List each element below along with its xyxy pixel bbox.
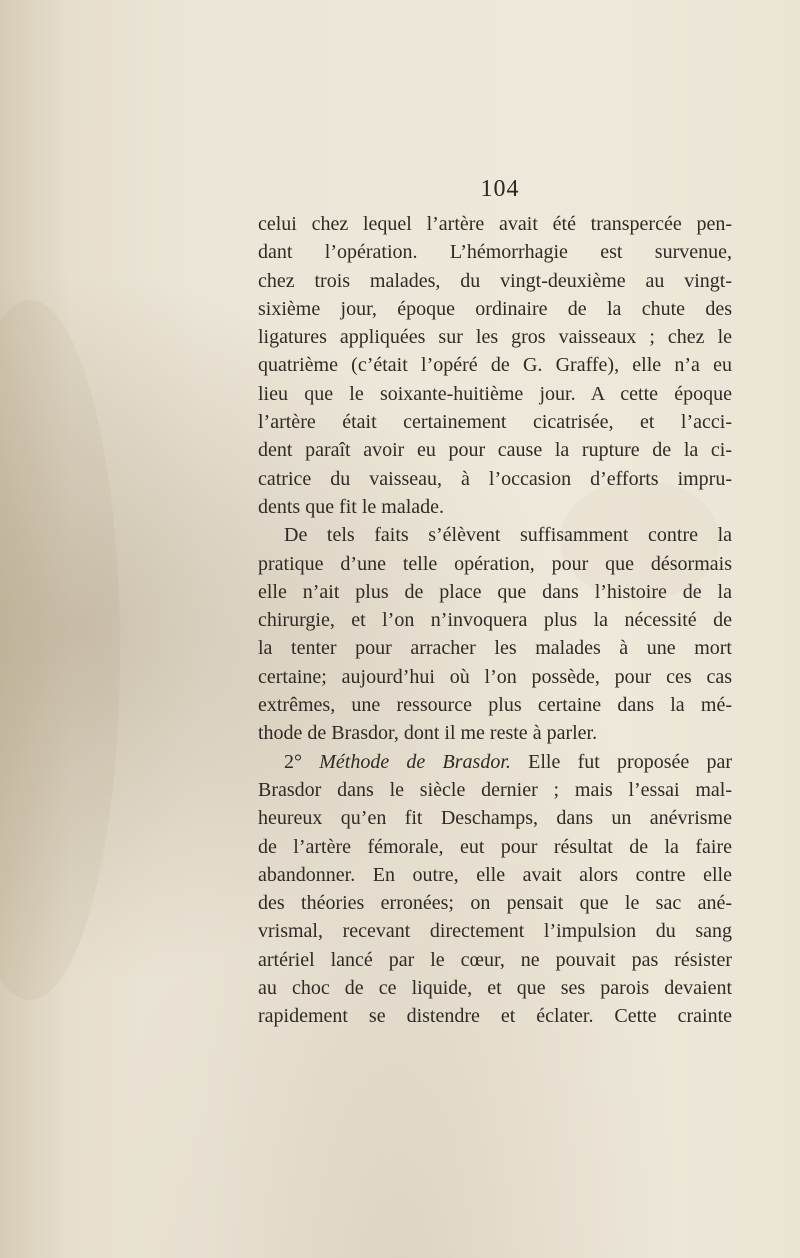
text-line: elle n’ait plus de place que dans l’histoire de la (258, 580, 732, 603)
text-line: quatrième (c’était l’opéré de G. Graffe), elle n’a eu (258, 354, 732, 377)
text-line: l’artère était certainement cicatrisée, et l’acci- (258, 411, 732, 434)
text-line: abandonner. En outre, elle avait alors contre elle (258, 863, 732, 886)
text-line: thode de Brasdor, dont il me reste à parler. (258, 722, 598, 745)
text-line: des théories erronées; on pensait que le sac ané- (258, 892, 732, 915)
text-line: catrice du vaisseau, à l’occasion d’efforts impru- (258, 467, 732, 490)
text-line: ligatures appliquées sur les gros vaisseaux ; chez le (258, 326, 732, 349)
text-line: pratique d’une telle opération, pour que désormais (258, 552, 732, 575)
text-line: artériel lancé par le cœur, ne pouvait pas résister (258, 948, 732, 971)
text-line: vrismal, recevant directement l’impulsion du sang (258, 920, 732, 943)
text-line: rapidement se distendre et éclater. Cette crainte (258, 1005, 732, 1028)
text-line: extrêmes, une ressource plus certaine dans la mé- (258, 694, 732, 717)
text-line: au choc de ce liquide, et que ses parois devaient (258, 977, 732, 1000)
page-number: 104 (480, 176, 520, 202)
text-line: dent paraît avoir eu pour cause la rupture de la ci- (258, 439, 732, 462)
text-line: De tels faits s’élèvent suffisamment contre la (284, 524, 732, 547)
text-line: chez trois malades, du vingt-deuxième au vingt- (258, 269, 732, 292)
section-text: Elle fut proposée par (528, 750, 732, 773)
text-line: heureux qu’en fit Deschamps, dans un anévrisme (258, 807, 732, 830)
text-line: chirurgie, et l’on n’invoquera plus la nécessité de (258, 609, 732, 632)
text-line: Brasdor dans le siècle dernier ; mais l’essai mal- (258, 778, 732, 801)
text-line: certaine; aujourd’hui où l’on possède, pour ces cas (258, 665, 732, 688)
body-text (258, 210, 732, 1031)
text-line: celui chez lequel l’artère avait été transpercée pen- (258, 213, 732, 235)
section-heading-line (258, 748, 732, 776)
section-title: Méthode de Brasdor. (319, 750, 511, 773)
text-line: dents que fit le malade. (258, 495, 445, 518)
text-line: de l’artère fémorale, eut pour résultat de la faire (258, 835, 732, 858)
text-line: lieu que le soixante-huitième jour. A cette époque (258, 382, 732, 405)
paper-stain (0, 300, 120, 1000)
text-line: dant l’opération. L’hémorrhagie est survenue, (258, 241, 732, 264)
text-line: la tenter pour arracher les malades à une mort (258, 637, 732, 660)
section-number: 2° (284, 750, 302, 773)
text-line: sixième jour, époque ordinaire de la chute des (258, 297, 732, 320)
